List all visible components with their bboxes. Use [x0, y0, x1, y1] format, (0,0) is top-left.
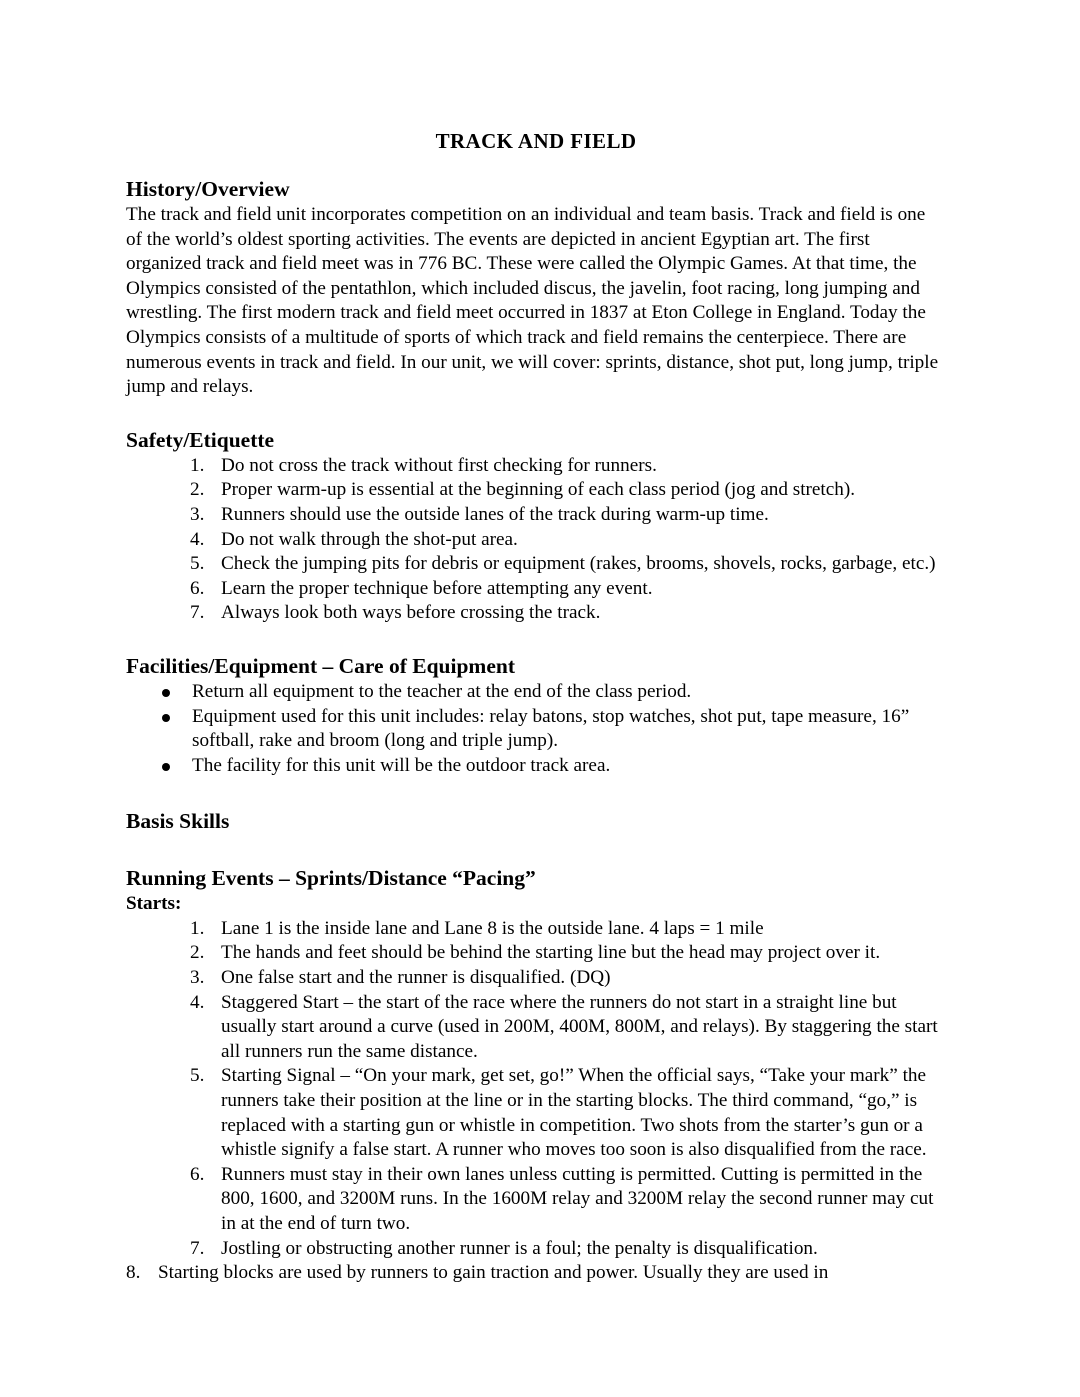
document-body	[126, 0, 946, 1286]
list-item	[126, 454, 946, 479]
list-marker: 7.	[190, 1237, 205, 1259]
list-item-text: Return all equipment to the teacher at the end of the class period.	[192, 680, 692, 702]
list-item-text: Staggered Start – the start of the race where the runners do not start in a straight line but usually start around a curve (used in 200M, 400M, 800M, and relays). By staggering the start all runners run the same distance.	[221, 991, 938, 1062]
bullet-icon	[162, 763, 170, 771]
list-marker: 1.	[190, 917, 205, 939]
section-heading-facilities: Facilities/Equipment – Care of Equipment	[126, 653, 516, 678]
facilities-list	[126, 680, 946, 778]
list-item	[126, 528, 946, 553]
list-marker: 7.	[190, 602, 205, 624]
bullet-icon	[162, 689, 170, 697]
list-marker: 3.	[190, 503, 205, 525]
list-item	[126, 754, 946, 779]
starts-subheading: Starts:	[126, 893, 182, 915]
list-item-text: The facility for this unit will be the outdoor track area.	[192, 754, 611, 776]
list-marker: 6.	[190, 1163, 205, 1185]
list-item-text: Proper warm-up is essential at the beginning of each class period (jog and stretch).	[221, 479, 856, 501]
list-item	[126, 991, 946, 1065]
list-marker: 2.	[190, 942, 205, 964]
list-item	[126, 1261, 946, 1286]
list-item	[126, 503, 946, 528]
page-title: TRACK AND FIELD	[435, 129, 637, 153]
list-item-text: Jostling or obstructing another runner is a foul; the penalty is disqualification.	[221, 1237, 818, 1259]
list-marker: 4.	[190, 991, 205, 1013]
list-item-text: Learn the proper technique before attempting any event.	[221, 577, 653, 599]
list-item	[126, 1237, 946, 1262]
list-item-text: Runners must stay in their own lanes unless cutting is permitted. Cutting is permitted in the 800, 1600, and 3200M runs. In the 1600M relay and 3200M relay the second runner may cut in at the end of turn two.	[221, 1163, 934, 1234]
list-marker: 8.	[126, 1262, 141, 1284]
list-item	[126, 601, 946, 626]
list-item-text: The hands and feet should be behind the starting line but the head may project over it.	[221, 942, 881, 964]
list-marker: 5.	[190, 1065, 205, 1087]
history-paragraph: The track and field unit incorporates competition on an individual and team basis. Track and field is one of the world’s oldest sporting activities. The events are depicted in ancient Egyptian art. The first organized track and field meet was in 776 BC. These were called the Olympic Games. At that time, the Olympics consisted of the pentathlon, which included discus, the javelin, foot racing, long jumping and wrestling. The first modern track and field meet occurred in 1837 at Eton College in England. Today the Olympics consists of a multitude of sports of which track and field remains the centerpiece. There are numerous events in track and field. In our unit, we will cover: sprints, distance, shot put, long jump, triple jump and relays.	[126, 204, 939, 398]
list-marker: 6.	[190, 577, 205, 599]
list-item	[126, 705, 946, 754]
list-item-text: Starting Signal – “On your mark, get set, go!” When the official says, “Take your mark” the runners take their position at the line or in the starting blocks. The third command, “go,” is replaced with a starting gun or whistle in competition. Two shots from the starter’s gun or a whistle signify a false start. A runner who moves too soon is also disqualified from the race.	[221, 1065, 927, 1161]
list-item	[126, 1064, 946, 1162]
list-item-text: One false start and the runner is disqualified. (DQ)	[221, 967, 611, 989]
section-heading-history: History/Overview	[126, 177, 290, 201]
list-item	[126, 1163, 946, 1237]
list-marker: 3.	[190, 967, 205, 989]
list-item-text: Check the jumping pits for debris or equipment (rakes, brooms, shovels, rocks, garbage, etc.)	[221, 553, 936, 575]
list-item	[126, 552, 946, 577]
list-marker: 2.	[190, 479, 205, 501]
starts-list	[126, 917, 946, 1286]
list-item	[126, 478, 946, 503]
list-item-text: Equipment used for this unit includes: relay batons, stop watches, shot put, tape measure, 16” softball, rake and broom (long and triple jump).	[192, 705, 910, 752]
bullet-icon	[162, 714, 170, 722]
safety-list	[126, 454, 946, 626]
list-item	[126, 680, 946, 705]
list-item-text: Do not cross the track without first checking for runners.	[221, 454, 657, 476]
list-item	[126, 917, 946, 942]
list-item-text: Runners should use the outside lanes of the track during warm-up time.	[221, 503, 769, 525]
section-heading-safety: Safety/Etiquette	[126, 427, 275, 452]
list-item-text: Always look both ways before crossing the track.	[221, 602, 601, 624]
list-item-text: Lane 1 is the inside lane and Lane 8 is the outside lane. 4 laps = 1 mile	[221, 917, 764, 939]
list-item	[126, 941, 946, 966]
list-marker: 1.	[190, 454, 205, 476]
list-marker: 5.	[190, 553, 205, 575]
section-heading-basis-skills: Basis Skills	[126, 809, 230, 834]
list-marker: 4.	[190, 528, 205, 550]
list-item	[126, 966, 946, 991]
list-item	[126, 577, 946, 602]
section-heading-running-events: Running Events – Sprints/Distance “Pacing”	[126, 866, 536, 891]
list-item-text: Do not walk through the shot-put area.	[221, 528, 518, 550]
list-item-text: Starting blocks are used by runners to gain traction and power. Usually they are used in	[158, 1262, 829, 1284]
